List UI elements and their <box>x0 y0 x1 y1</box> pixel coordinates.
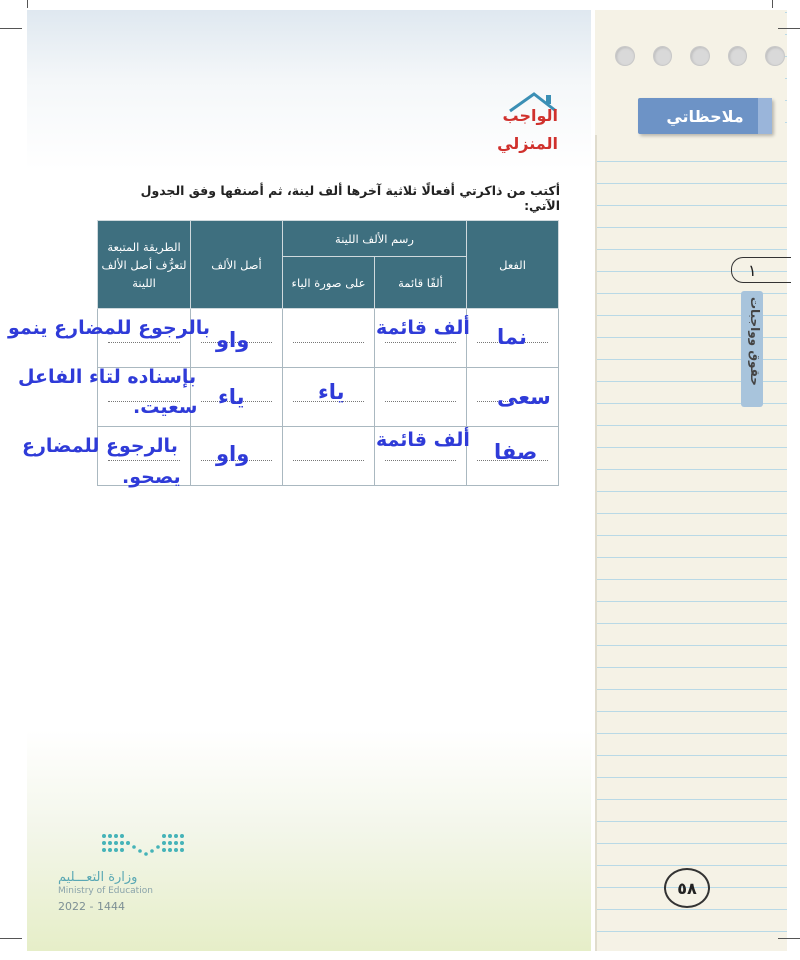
crop-mark <box>0 28 22 29</box>
unit-title: حقوق وواجبات <box>748 297 762 386</box>
homework-title-line1: الواجب <box>502 106 558 125</box>
binder-hole <box>728 46 748 66</box>
answer-row1-origin: واو <box>216 328 250 352</box>
answer-row3-method-line2: يصحو. <box>122 466 181 488</box>
table-cell <box>283 309 375 368</box>
binder-hole <box>615 46 635 66</box>
answer-row2-method-line1: بإسناده لتاء الفاعل <box>18 366 197 388</box>
answer-row3-standing: ألف قائمة <box>376 429 470 451</box>
crop-mark <box>778 28 800 29</box>
header-origin: أصل الألف <box>191 221 283 309</box>
notes-label: ملاحظاتي <box>666 106 744 126</box>
ministry-name-ar: وزارة التعـــليم <box>58 870 138 885</box>
answer-row2-origin: ياء <box>218 385 245 409</box>
binder-hole <box>765 46 785 66</box>
header-alif-shape: رسم الألف اللينة <box>283 221 467 257</box>
edition-year: 2022 - 1444 <box>58 900 125 913</box>
homework-title-line2: المنزلي <box>497 134 558 153</box>
answer-row3-method-line1: بالرجوع للمضارع <box>22 435 178 457</box>
ministry-name-en: Ministry of Education <box>58 886 153 896</box>
answer-row3-origin: واو <box>216 442 250 466</box>
answer-row1-verb: نما <box>497 325 527 349</box>
answer-row2-ya: ياء <box>318 380 345 404</box>
answer-row1-method: بالرجوع للمضارع ينمو <box>8 317 210 339</box>
table-cell <box>283 427 375 486</box>
answer-row1-standing: ألف قائمة <box>376 317 470 339</box>
binder-hole <box>653 46 673 66</box>
homework-title <box>488 92 558 158</box>
notes-tab-edge <box>758 98 772 134</box>
instruction-text: أكتب من ذاكرتي أفعالًا ثلاثية آخرها ألف لينة، ثم أصنفها وفق الجدول الآتي: <box>140 183 560 213</box>
header-alif-ya: على صورة الياء <box>283 257 375 309</box>
notes-page <box>595 10 787 951</box>
header-verb: الفعل <box>467 221 559 309</box>
binder-hole <box>690 46 710 66</box>
answer-row3-verb: صفا <box>494 440 538 464</box>
ministry-logo-icon <box>100 832 190 862</box>
unit-tab <box>741 291 763 407</box>
crop-mark <box>27 0 28 8</box>
header-alif-standing: ألفًا قائمة <box>375 257 467 309</box>
notes-tab <box>638 98 772 134</box>
page-number: ٥٨ <box>664 868 710 908</box>
crop-mark <box>0 938 22 939</box>
binder-holes <box>615 46 785 70</box>
header-method: الطريقة المتبعة لتعرُّف أصل الألف اللينة <box>98 221 191 309</box>
crop-mark <box>778 938 800 939</box>
crop-mark <box>772 0 773 8</box>
table-cell <box>375 368 467 427</box>
unit-number: ١ <box>731 257 791 283</box>
answer-row2-verb: سعى <box>497 385 551 409</box>
answer-row2-method-line2: سعيت. <box>133 396 198 418</box>
